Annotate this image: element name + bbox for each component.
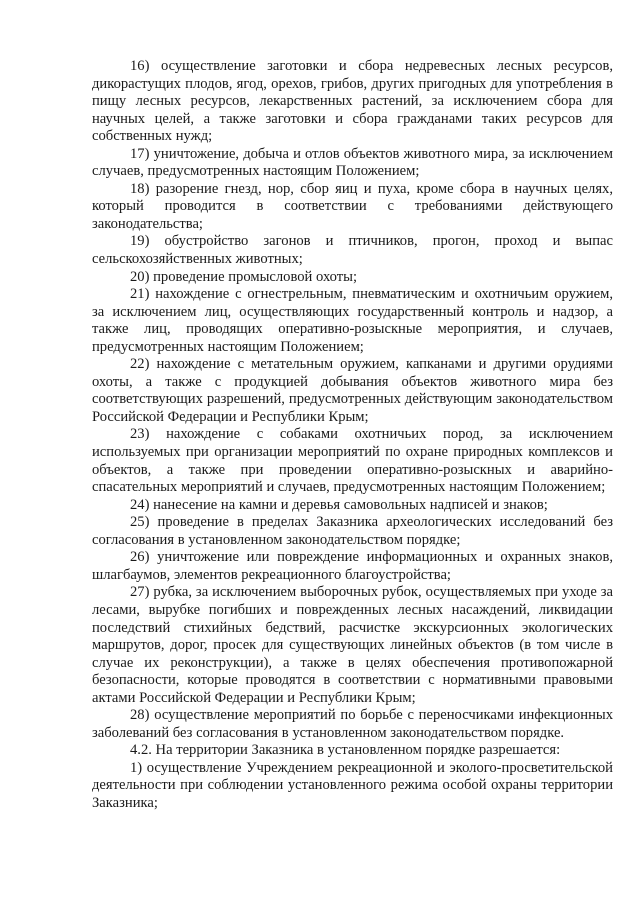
clause-22: 22) нахождение с метательным оружием, капканами и другими орудиями охоты, а также с продукцией добывания объектов животного мира без соответствующих разрешений, предусмотренных действующим законодательством Российской Федерации и Республики Крым; [92,356,613,425]
clause-21: 21) нахождение с огнестрельным, пневматическим и охотничьим оружием, за исключением лиц, осуществляющих государственный контроль и надзор, а также лиц, проводящих оперативно-розыскные мероприятия, и случаев, предусмотренных настоящим Положением; [92,286,613,355]
clause-27: 27) рубка, за исключением выборочных рубок, осуществляемых при уходе за лесами, вырубке погибших и поврежденных лесных насаждений, ликвидации последствий стихийных бедствий, расчистке экскурсионных экологических маршрутов, дорог, просек для существующих линейных объектов (в том числе в случае их реконструкции), а также в целях обеспечения противопожарной безопасности, которые проводятся в соответствии с нормативными правовыми актами Российской Федерации и Республики Крым; [92,584,613,706]
clause-25: 25) проведение в пределах Заказника археологических исследований без согласования в установленном законодательством порядке; [92,514,613,548]
clause-16: 16) осуществление заготовки и сбора недревесных лесных ресурсов, дикорастущих плодов, ягод, орехов, грибов, других пригодных для употребления в пищу лесных ресурсов, лекарственных растений, за исключением сбора для научных целей, а также заготовки и сбора гражданами таких ресурсов для собственных нужд; [92,58,613,145]
clause-26: 26) уничтожение или повреждение информационных и охранных знаков, шлагбаумов, элементов рекреационного благоустройства; [92,549,613,583]
clause-23: 23) нахождение с собаками охотничьих пород, за исключением используемых при организации мероприятий по охране природных комплексов и объектов, а также при проведении оперативно-розыскных и аварийно-спасательных мероприятий и случаев, предусмотренных настоящим Положением; [92,426,613,496]
clause-17: 17) уничтожение, добыча и отлов объектов животного мира, за исключением случаев, предусмотренных настоящим Положением; [92,145,613,180]
document-body [92,58,613,813]
clause-19: 19) обустройство загонов и птичников, прогон, проход и выпас сельскохозяйственных животных; [92,233,613,268]
permitted-clause-1: 1) осуществление Учреждением рекреационной и эколого-просветительской деятельности при соблюдении установленного режима особой охраны территории Заказника; [92,759,613,811]
section-4-2-heading: 4.2. На территории Заказника в установленном порядке разрешается: [130,742,561,759]
clause-24: 24) нанесение на камни и деревья самовольных надписей и знаков; [130,496,548,513]
clause-28: 28) осуществление мероприятий по борьбе с переносчиками инфекционных заболеваний без согласования в установленном законодательством порядке. [92,707,613,741]
clause-20: 20) проведение промысловой охоты; [130,268,358,285]
clause-18: 18) разорение гнезд, нор, сбор яиц и пуха, кроме сбора в научных целях, который проводится в соответствии с требованиями действующего законодательства; [92,180,613,232]
